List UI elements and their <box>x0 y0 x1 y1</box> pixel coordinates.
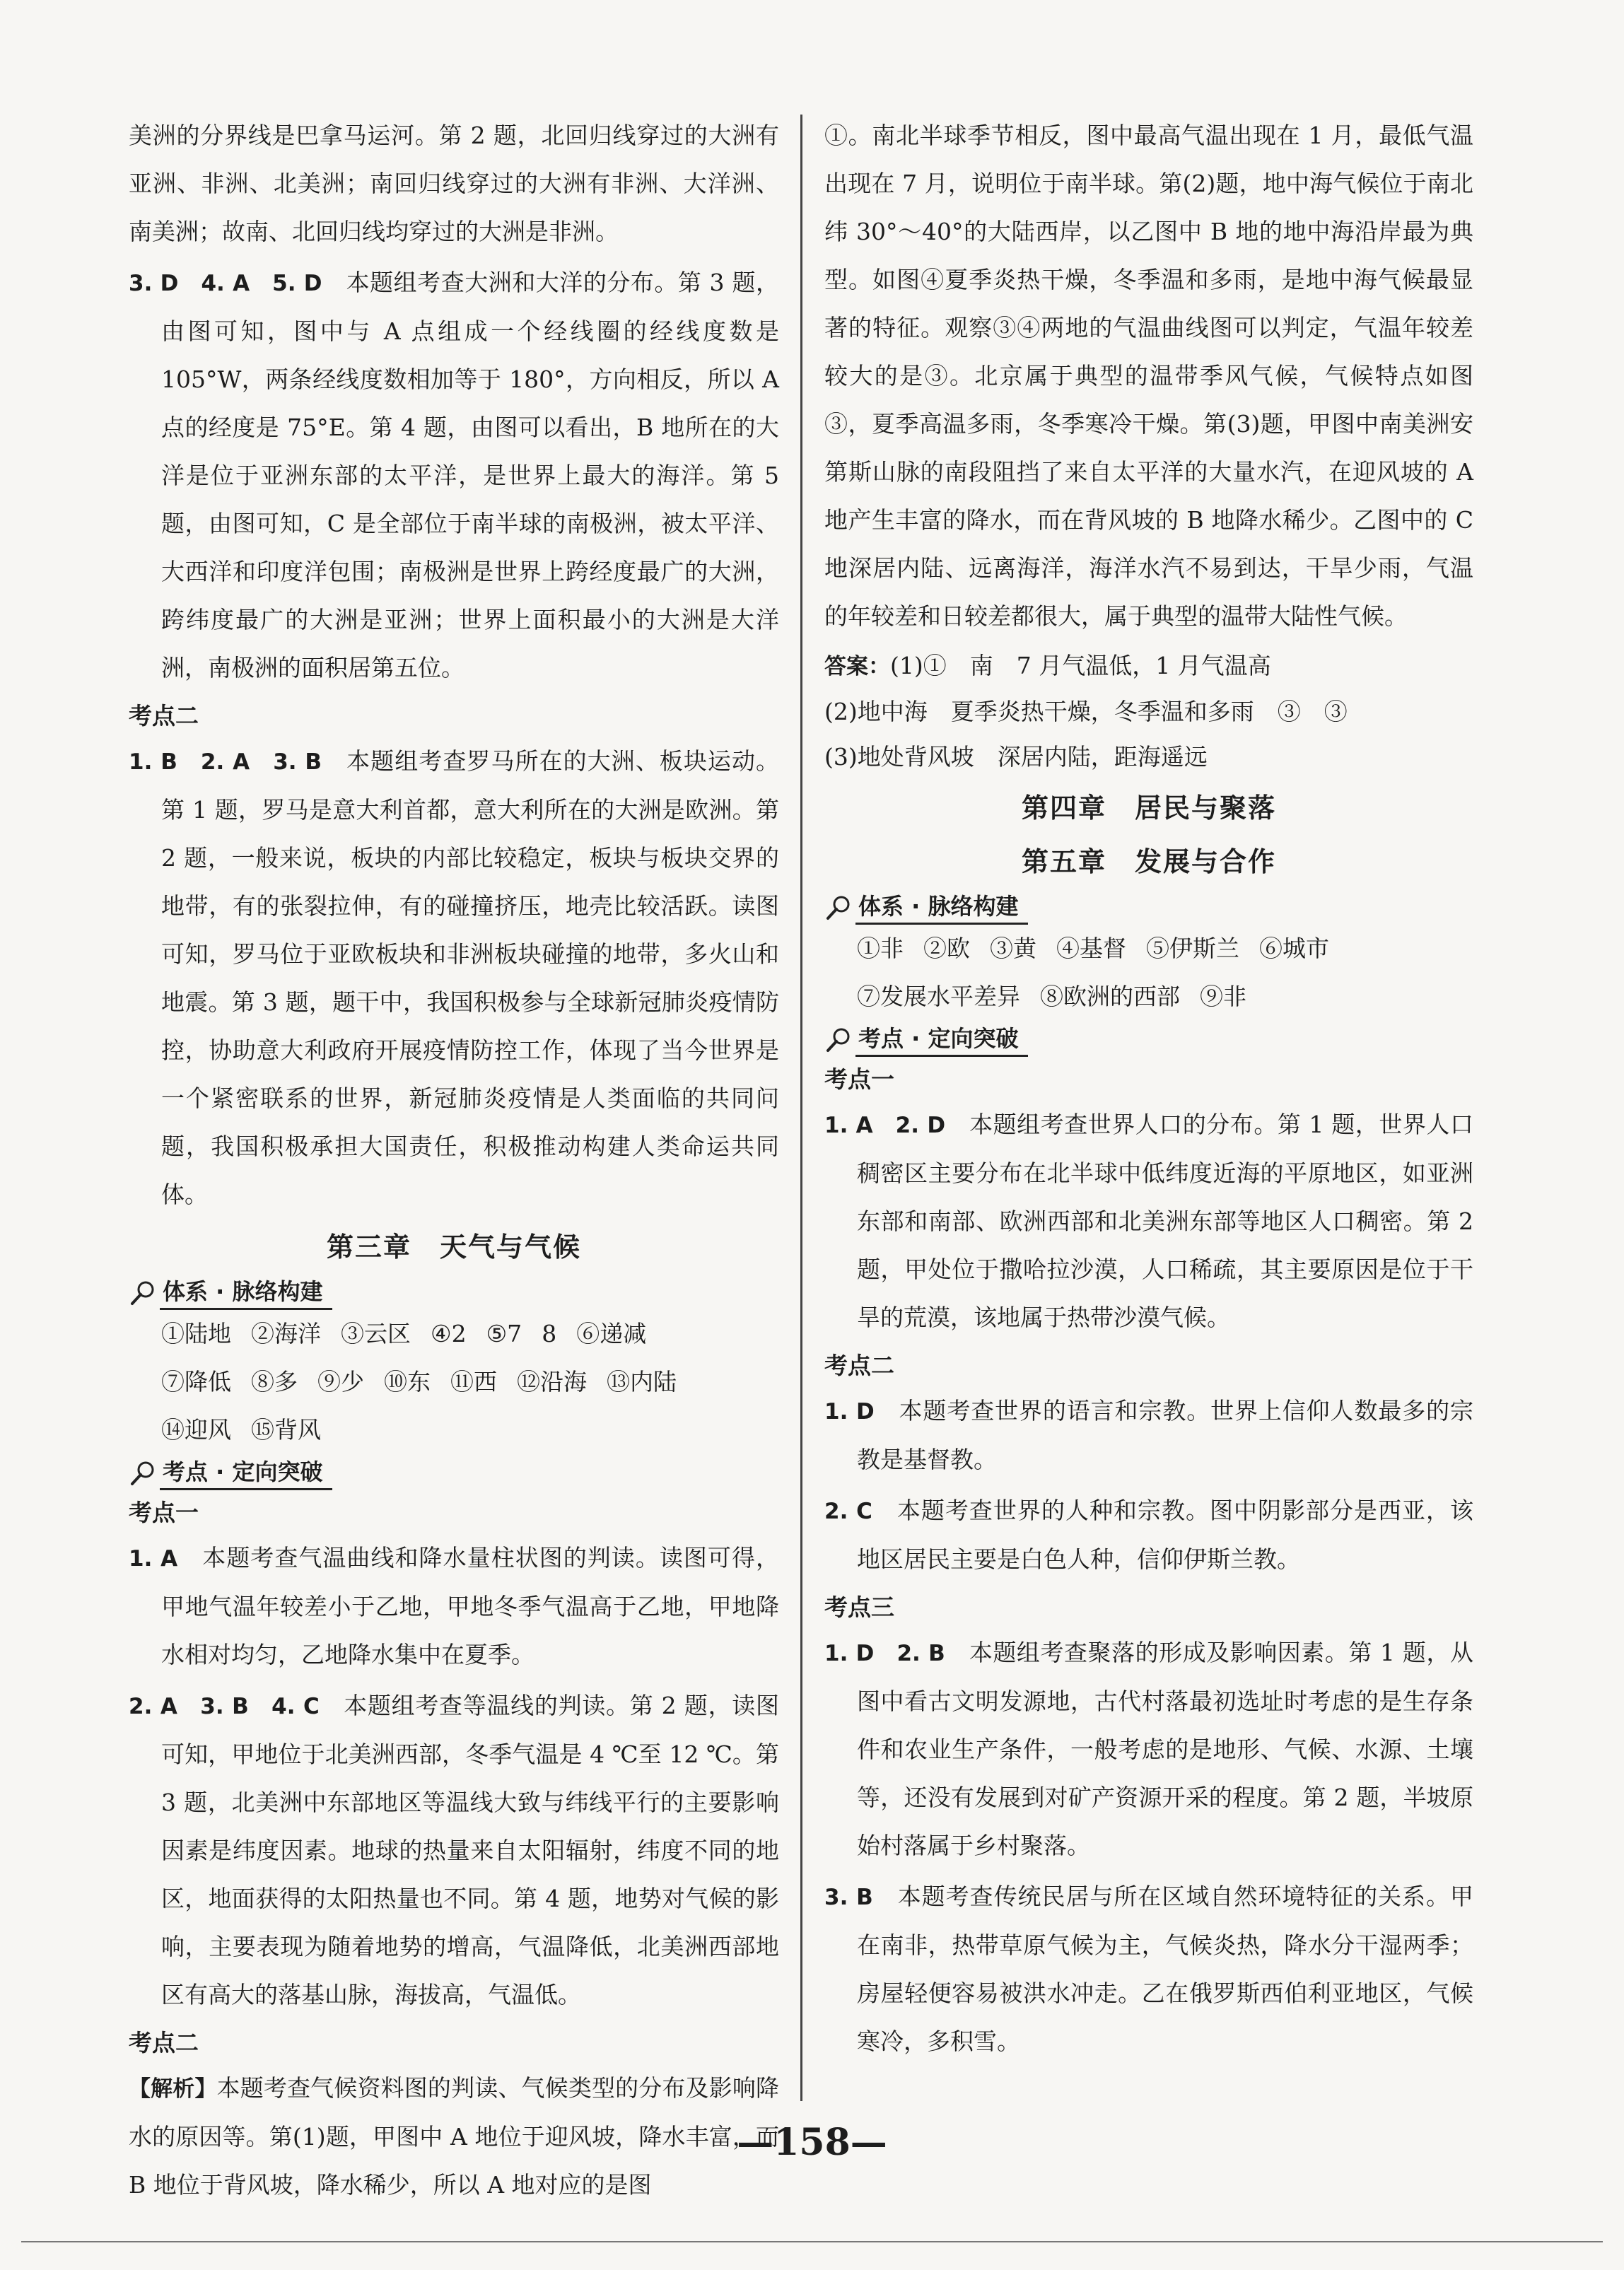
question-numbers: 3. B <box>824 1885 873 1910</box>
list-item: ⑨少 <box>317 1368 364 1396</box>
answer-line <box>824 643 1473 689</box>
left-column <box>129 112 779 2212</box>
section-banner <box>129 1275 779 1310</box>
explanation: 本题考查气温曲线和降水量柱状图的判读。读图可得，甲地气温年较差小于乙地，甲地冬季气温高于乙地，甲地降水相对均匀，乙地降水集中在夏季。 <box>161 1544 779 1668</box>
magnifier-icon <box>824 894 853 922</box>
chapter-title: 第五章 发展与合作 <box>1021 846 1276 877</box>
explanation: 本题考查气候资料图的判读、气候类型的分布及影响降水的原因等。第(1)题，甲图中 A 地位于迎风坡，降水丰富，而 B 地位于背风坡，降水稀少，所以 A 地对应的是图 <box>129 2074 780 2199</box>
list-item: ①非 <box>857 935 904 962</box>
list-item: ⑤7 <box>486 1320 522 1347</box>
question-numbers: 1. A 2. D <box>824 1113 946 1138</box>
answer-item <box>824 1629 1473 1870</box>
section-banner <box>129 1456 779 1490</box>
answer-list <box>129 1359 779 1405</box>
explanation: 本题考查世界的语言和宗教。世界上信仰人数最多的宗教是基督教。 <box>857 1397 1474 1473</box>
answer-list <box>129 1311 779 1357</box>
section-banner-label: 体系 · 脉络构建 <box>160 1275 332 1310</box>
list-item: ④基督 <box>1056 935 1126 962</box>
list-item: ⑮背风 <box>251 1416 321 1444</box>
section-heading: 考点一 <box>824 1065 894 1093</box>
section-heading: 考点二 <box>129 702 199 730</box>
answer-line: (3)地处背风坡 深居内陆，距海遥远 <box>824 743 1208 771</box>
list-item: ④2 <box>431 1320 467 1347</box>
list-item: ⑥城市 <box>1259 935 1329 962</box>
answer-label: 答案： <box>824 654 890 679</box>
list-item: ⑫沿海 <box>517 1368 587 1396</box>
paragraph: 美洲的分界线是巴拿马运河。第 2 题，北回归线穿过的大洲有亚洲、非洲、北美洲；南回归线穿过的大洲有非洲、大洋洲、南美洲；故南、北回归线均穿过的大洲是非洲。 <box>129 122 779 245</box>
question-numbers: 3. D 4. A 5. D <box>129 271 322 296</box>
right-column <box>824 112 1473 2069</box>
explanation: 本题考查世界的人种和宗教。图中阴影部分是西亚，该地区居民主要是白色人种，信仰伊斯兰教。 <box>857 1497 1474 1573</box>
section-heading: 考点一 <box>129 1499 199 1526</box>
list-item: ⑧多 <box>251 1368 298 1396</box>
chapter-title: 第三章 天气与气候 <box>326 1231 581 1263</box>
answer-text: (1)① 南 7 月气温低，1 月气温高 <box>890 652 1271 679</box>
question-numbers: 2. C <box>824 1499 872 1524</box>
explanation: 本题组考查大洲和大洋的分布。第 3 题，由图可知，图中与 A 点组成一个经线圈的经线度数是 105°W，两条经线度数相加等于 180°，方向相反，所以 A 点的经度是 75°E。第 4 题，由图可以看出，B 地所在的大洋是位于亚洲东部的太平洋，是世界上最大的海洋。第 5 题，由图可知，C 是全部位于南半球的南极洲，被太平洋、大西洋和印度洋包围；南极洲是世界上跨经度最广的大洲，跨纬度最广的大洲是亚洲；世界上面积最小的大洲是大洋洲，南极洲的面积居第五位。 <box>161 269 779 681</box>
question-numbers: 1. D 2. B <box>824 1641 945 1666</box>
list-item: ⑩东 <box>384 1368 431 1396</box>
explanation: 本题组考查世界人口的分布。第 1 题，世界人口稠密区主要分布在北半球中低纬度近海的平原地区，如亚洲东部和南部、欧洲西部和北美洲东部等地区人口稠密。第 2 题，甲处位于撒哈拉沙漠，人口稀疏，其主要原因是位于干旱的荒漠，该地属于热带沙漠气候。 <box>857 1111 1473 1331</box>
section-banner <box>824 1022 1473 1057</box>
answer-line: (2)地中海 夏季炎热干燥，冬季温和多雨 ③ ③ <box>824 698 1348 725</box>
list-item: ②海洋 <box>251 1320 321 1347</box>
chapter-title: 第四章 居民与聚落 <box>1021 792 1276 824</box>
paragraph: ①。南北半球季节相反，图中最高气温出现在 1 月，最低气温出现在 7 月，说明位于南半球。第(2)题，地中海气候位于南北纬 30°～40°的大陆西岸，以乙图中 B 地的地中海沿岸最为典型。如图④夏季炎热干燥，冬季温和多雨，是地中海气候最显著的特征。观察③④两地的气温曲线图可以判定，气温年较差较大的是③。北京属于典型的温带季风气候，气候特点如图③，夏季高温多雨，冬季寒冷干燥。第(3)题，甲图中南美洲安第斯山脉的南段阻挡了来自太平洋的大量水汽，在迎风坡的 A 地产生丰富的降水，而在背风坡的 B 地降水稀少。乙图中的 C 地深居内陆、远离海洋，海洋水汽不易到达，干旱少雨，气温的年较差和日较差都很大，属于典型的温带大陆性气候。 <box>824 122 1473 630</box>
list-item: ⑬内陆 <box>607 1368 677 1396</box>
question-numbers: 1. D <box>824 1399 875 1424</box>
section-banner <box>824 890 1473 925</box>
list-item: ⑦降低 <box>161 1368 231 1396</box>
answer-item <box>824 1387 1473 1484</box>
answer-list <box>824 974 1473 1019</box>
answer-item <box>824 1101 1473 1342</box>
explanation: 本题考查传统民居与所在区域自然环境特征的关系。甲在南非，热带草原气候为主，气候炎热，降水分干湿两季；房屋轻便容易被洪水冲走。乙在俄罗斯西伯利亚地区，气候寒冷，多积雪。 <box>857 1883 1473 2055</box>
section-heading: 考点二 <box>824 1352 894 1379</box>
question-numbers: 1. B 2. A 3. B <box>129 749 322 775</box>
section-banner-label: 考点 · 定向突破 <box>855 1022 1028 1057</box>
answer-item <box>129 737 779 1219</box>
section-heading: 考点三 <box>824 1593 894 1621</box>
answer-item <box>129 1682 779 2019</box>
page-number: —158— <box>737 2121 887 2164</box>
answer-item <box>824 1873 1473 2066</box>
explanation: 本题组考查罗马所在的大洲、板块运动。第 1 题，罗马是意大利首都，意大利所在的大洲是欧洲。第 2 题，一般来说，板块的内部比较稳定，板块与板块交界的地带，有的张裂拉伸，有的碰撞挤压，地壳比较活跃。读图可知，罗马位于亚欧板块和非洲板块碰撞的地带，多火山和地震。第 3 题，题干中，我国积极参与全球新冠肺炎疫情防控，协助意大利政府开展疫情防控工作，体现了当今世界是一个紧密联系的世界，新冠肺炎疫情是人类面临的共同问题，我国积极承担大国责任，积极推动构建人类命运共同体。 <box>161 747 780 1208</box>
list-item: ③黄 <box>990 935 1036 962</box>
answer-list <box>824 926 1473 971</box>
answer-item <box>129 259 779 692</box>
explanation: 本题组考查等温线的判读。第 2 题，读图可知，甲地位于北美洲西部，冬季气温是 4 ℃至 12 ℃。第 3 题，北美洲中东部地区等温线大致与纬线平行的主要影响因素是纬度因素。地球的热量来自太阳辐射，纬度不同的地区，地面获得的太阳热量也不同。第 4 题，地势对气候的影响，主要表现为随着地势的增高，气温降低，北美洲西部地区有高大的落基山脉，海拔高，气温低。 <box>161 1692 779 2008</box>
list-item: 8 <box>542 1320 557 1347</box>
section-banner-label: 体系 · 脉络构建 <box>855 890 1028 925</box>
column-divider <box>800 115 802 2101</box>
answer-list <box>129 1408 779 1453</box>
question-numbers: 2. A 3. B 4. C <box>129 1694 320 1719</box>
list-item: ⑦发展水平差异 <box>857 983 1020 1010</box>
explanation: 本题组考查聚落的形成及影响因素。第 1 题，从图中看古文明发源地，古代村落最初选址时考虑的是生存条件和农业生产条件，一般考虑的是地形、气候、水源、土壤等，还没有发展到对矿产资源开采的程度。第 2 题，半坡原始村落属于乡村聚落。 <box>857 1639 1474 1859</box>
magnifier-icon <box>824 1026 853 1054</box>
answer-item <box>824 1487 1473 1584</box>
magnifier-icon <box>129 1279 157 1307</box>
answer-item <box>129 1534 779 1679</box>
list-item: ②欧 <box>923 935 970 962</box>
list-item: ⑨非 <box>1200 983 1246 1010</box>
section-banner-label: 考点 · 定向突破 <box>160 1456 332 1490</box>
list-item: ③云区 <box>341 1320 411 1347</box>
list-item: ⑥递减 <box>576 1320 647 1347</box>
list-item: ⑤伊斯兰 <box>1146 935 1239 962</box>
list-item: ⑭迎风 <box>161 1416 231 1444</box>
list-item: ⑧欧洲的西部 <box>1040 983 1180 1010</box>
analysis-label: 【解析】 <box>129 2076 217 2102</box>
list-item: ①陆地 <box>161 1320 231 1347</box>
question-numbers: 1. A <box>129 1546 178 1572</box>
list-item: ⑪西 <box>450 1368 497 1396</box>
magnifier-icon <box>129 1459 157 1487</box>
section-heading: 考点二 <box>129 2029 199 2057</box>
bottom-rule <box>21 2241 1603 2242</box>
